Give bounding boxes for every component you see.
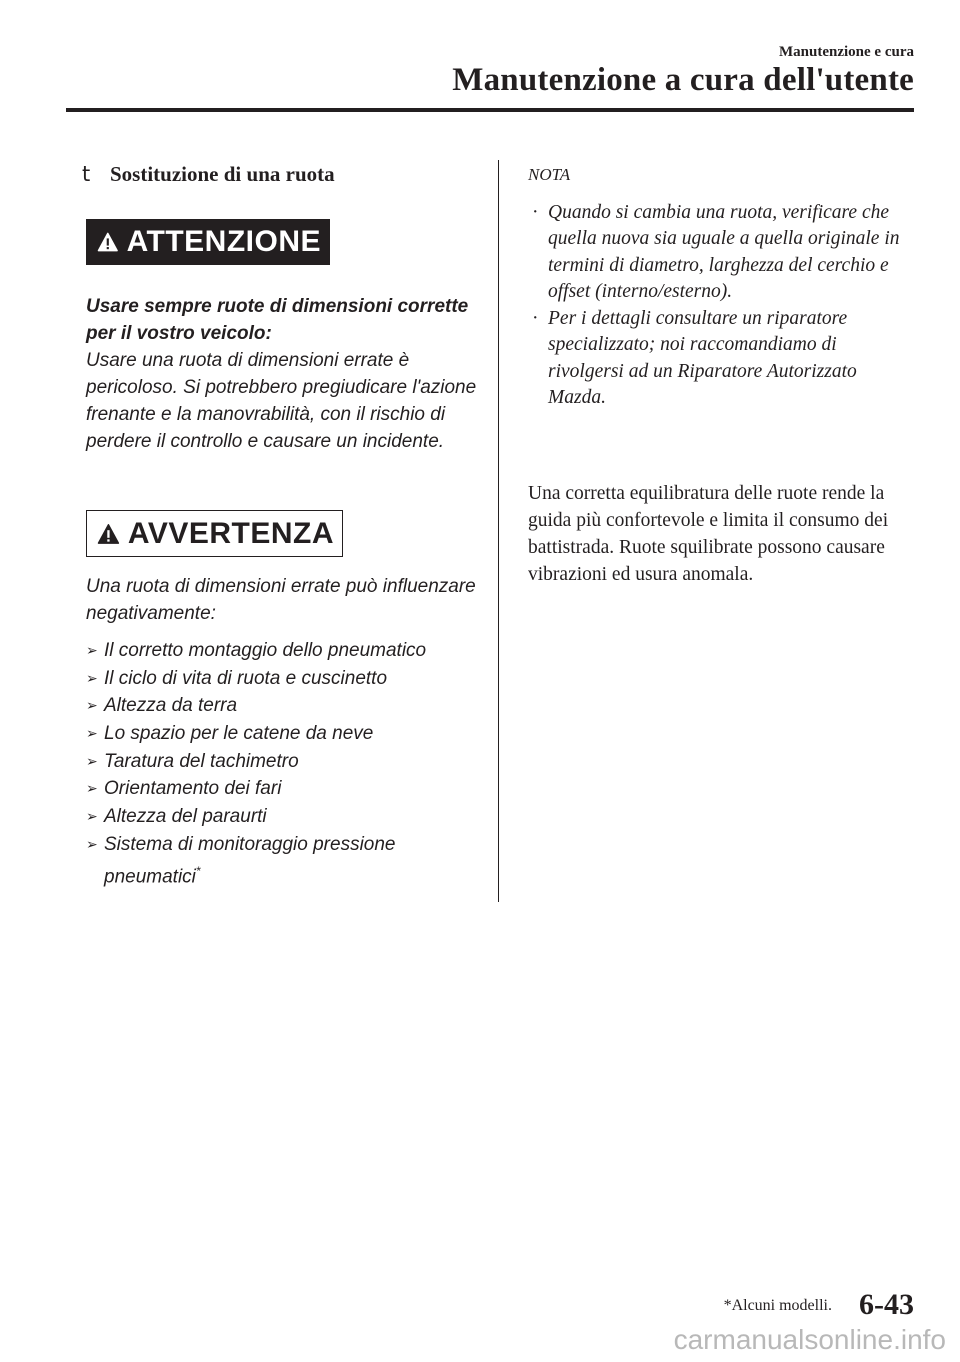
list-item: ➢ Orientamento dei fari — [86, 775, 478, 802]
danger-signal-box — [86, 219, 330, 265]
list-item: ➢ Lo spazio per le catene da neve — [86, 720, 478, 747]
section-title: Sostituzione di una ruota — [110, 162, 335, 186]
arrow-right-icon: ➢ — [86, 752, 98, 769]
list-item: ➢ Taratura del tachimetro — [86, 748, 478, 775]
warning-signal-box — [86, 510, 343, 557]
nota-list — [532, 200, 912, 412]
list-item: ➢ Altezza da terra — [86, 692, 478, 719]
danger-body: Usare una ruota di dimensioni errate è pericoloso. Si potrebbero pregiudicare l'azione frenante e la manovrabilità, con il rischio di perdere il controllo e causare un incidente. — [86, 350, 477, 452]
list-item: ➢ Sistema di monitoraggio pressione pneumatici* — [86, 831, 478, 890]
section-heading — [82, 162, 335, 187]
warning-list — [86, 637, 478, 891]
arrow-right-icon: ➢ — [86, 780, 98, 797]
page-number: 6-43 — [859, 1288, 914, 1321]
header-rule — [66, 108, 914, 112]
page-title: Manutenzione a cura dell'utente — [452, 62, 914, 98]
arrow-right-icon: ➢ — [86, 808, 98, 825]
list-item: · Per i dettagli consultare un riparatore specializzato; noi raccomandiamo di rivolgersi ad un Riparatore Autorizzato Mazda. — [532, 308, 857, 409]
list-item: ➢ Il corretto montaggio dello pneumatico — [86, 637, 478, 664]
arrow-right-icon: ➢ — [86, 725, 98, 742]
danger-heading: Usare sempre ruote di dimensioni corrette per il vostro veicolo: — [86, 296, 469, 344]
warning-triangle-icon — [97, 520, 120, 548]
arrow-right-icon: ➢ — [86, 697, 98, 714]
column-divider — [498, 160, 499, 902]
list-item: ➢ Il ciclo di vita di ruota e cuscinetto — [86, 665, 478, 692]
arrow-right-icon: ➢ — [86, 642, 98, 658]
chapter-title: Manutenzione e cura — [779, 44, 914, 60]
watermark: carmanualsonline.info — [673, 1324, 946, 1355]
nota-heading: NOTA — [528, 165, 571, 184]
arrow-right-icon: ➢ — [86, 835, 98, 852]
danger-label: ATTENZIONE — [126, 225, 321, 258]
warning-triangle-icon — [97, 228, 119, 256]
body-paragraph: Una corretta equilibratura delle ruote rende la guida più confortevole e limita il consumo dei battistrada. Ruote squilibrate possono causare vibrazioni ed usura anomala. — [528, 483, 889, 585]
arrow-right-icon: ➢ — [86, 669, 98, 686]
list-item: · Quando si cambia una ruota, verificare che quella nuova sia uguale a quella originale in termini di diametro, larghezza del cerchio e offset (interno/esterno). — [532, 202, 900, 302]
asterisk-mark: * — [195, 863, 201, 878]
section-marker: t — [82, 162, 91, 186]
warning-intro: Una ruota di dimensioni errate può influenzare negativamente: — [86, 576, 476, 624]
footnote: *Alcuni modelli. — [723, 1297, 832, 1314]
danger-text — [86, 293, 478, 455]
warning-label: AVVERTENZA — [127, 516, 334, 550]
list-item: ➢ Altezza del paraurti — [86, 803, 478, 830]
